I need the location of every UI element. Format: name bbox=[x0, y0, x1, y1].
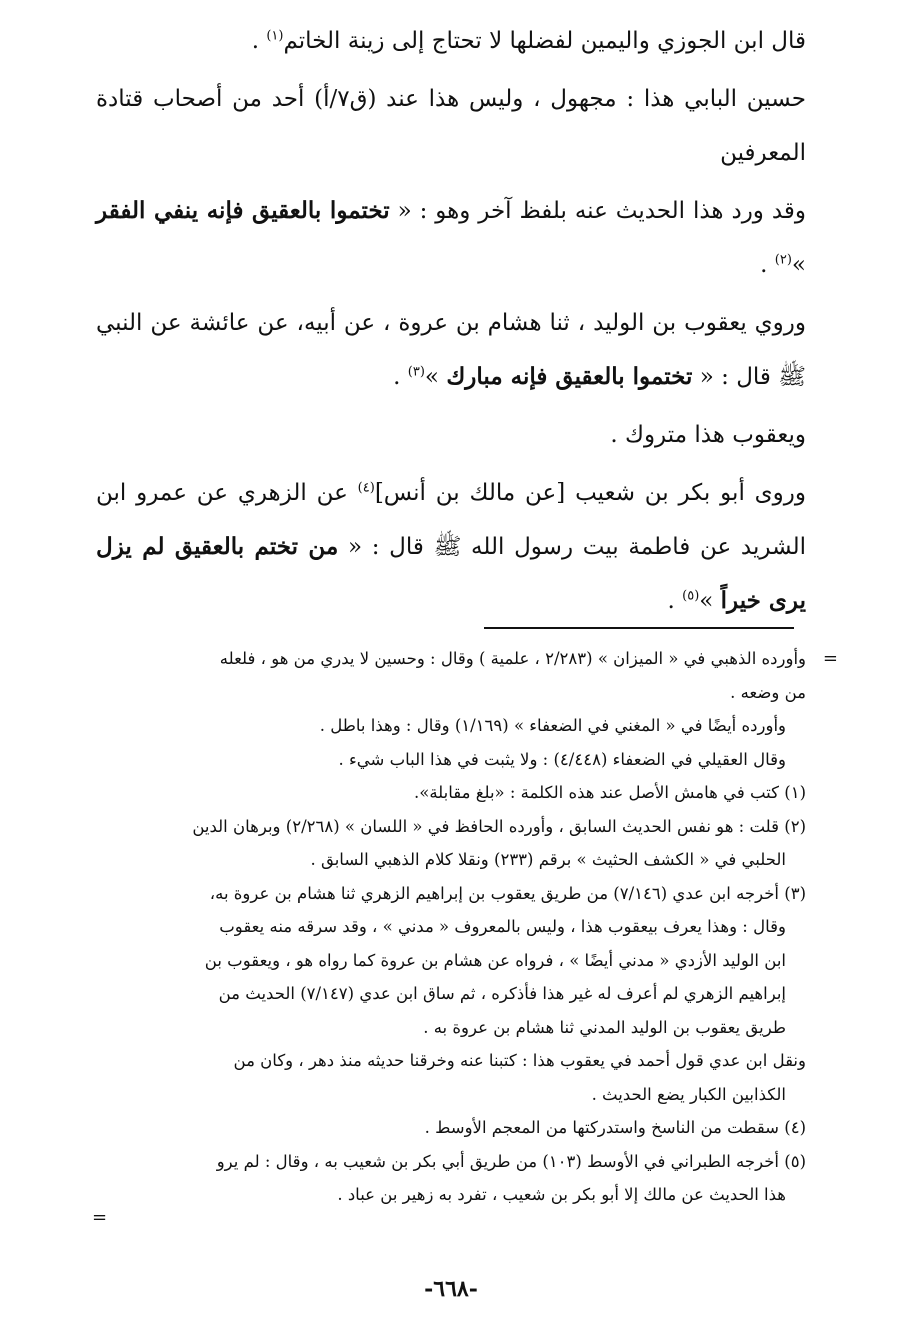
footnote-line: (٣) أخرجه ابن عدي (٧/١٤٦) من طريق يعقوب بن إبراهيم الزهري ثنا هشام بن عروة به، bbox=[209, 883, 806, 903]
footnote-ref: (٥) bbox=[682, 588, 700, 604]
continuation-mark-bottom: = bbox=[92, 1207, 108, 1228]
paragraph-text: وقد ورد هذا الحديث عنه بلفظ آخر وهو : « bbox=[389, 198, 806, 224]
paragraph-text: ويعقوب هذا متروك . bbox=[610, 422, 806, 448]
footnote-line: وقال : وهذا يعرف بيعقوب هذا ، وليس بالمعروف « مدني » ، وقد سرقه منه يعقوب bbox=[219, 917, 786, 936]
footnote-ref: (٢) bbox=[774, 252, 792, 268]
footnote-line: وأورده الذهبي في « الميزان » (٢/٢٨٣ ، علمية ) وقال : وحسين لا يدري من هو ، فلعله bbox=[219, 649, 806, 668]
footnote-line: ابن الوليد الأزدي « مدني أيضًا » ، فرواه عن هشام بن عروة كما رواه هو ، ويعقوب بن bbox=[204, 950, 786, 970]
hadith-text: من تختم بالعقيق لم يزل يرى خيراً bbox=[96, 533, 806, 614]
footnote-line: ونقل ابن عدي قول أحمد في يعقوب هذا : كتبنا عنه وخرقنا حديثه منذ دهر ، وكان من bbox=[233, 1051, 806, 1070]
paragraph-text: حسين البابي هذا : مجهول ، وليس هذا عند (ق٧/أ) أحد من أصحاب قتادة المعرفين bbox=[96, 86, 806, 166]
sentence-end: . bbox=[760, 252, 775, 278]
paragraph-2 bbox=[96, 72, 806, 180]
quote-close: » bbox=[791, 252, 806, 278]
footnote-line: الحلبي في « الكشف الحثيث » برقم (٢٣٣) ونقلا كلام الذهبي السابق . bbox=[310, 850, 786, 869]
footnote-line: وأورده أيضًا في « المغني في الضعفاء » (١/١٦٩) وقال : وهذا باطل . bbox=[319, 716, 786, 735]
quote-close: » bbox=[699, 588, 721, 614]
paragraph-3 bbox=[96, 184, 806, 292]
hadith-text: تختموا بالعقيق فإنه مبارك bbox=[446, 363, 693, 390]
footnote-ref: (٣) bbox=[407, 364, 425, 380]
paragraph-text: وروي يعقوب بن الوليد ، ثنا هشام بن عروة ، عن أبيه، عن عائشة عن النبي ﷺ قال : « bbox=[96, 310, 806, 390]
footnote-line: هذا الحديث عن مالك إلا أبو بكر بن شعيب ، تفرد به زهير بن عباد . bbox=[337, 1185, 786, 1204]
footnote-ref: (١) bbox=[266, 28, 284, 44]
sentence-end: . bbox=[667, 588, 683, 614]
paragraph-text: عن الزهري عن عمرو ابن الشريد عن فاطمة بيت رسول الله ﷺ قال : « bbox=[96, 480, 806, 560]
footnote-line: (٢) قلت : هو نفس الحديث السابق ، وأورده الحافظ في « اللسان » (٢/٢٦٨) وبرهان الدين bbox=[192, 816, 806, 836]
footnote-line: (١) كتب في هامش الأصل عند هذه الكلمة : «بلغ مقابلة». bbox=[414, 783, 806, 802]
paragraph-1 bbox=[96, 14, 806, 68]
sentence-end: . bbox=[393, 364, 408, 390]
footnote-line: إبراهيم الزهري لم أعرف له غير هذا فأذكره ، ثم ساق ابن عدي (٧/١٤٧) الحديث من bbox=[218, 984, 786, 1003]
paragraph-5 bbox=[96, 408, 806, 462]
footnote-line: وقال العقيلي في الضعفاء (٤/٤٤٨) : ولا يثبت في هذا الباب شيء . bbox=[338, 749, 786, 769]
hadith-text: تختموا بالعقيق فإنه ينفي الفقر bbox=[96, 197, 390, 224]
footnote-line: الكذابين الكبار يضع الحديث . bbox=[591, 1084, 786, 1104]
paragraph-text: وروى أبو بكر بن شعيب [عن مالك بن أنس] bbox=[374, 480, 806, 506]
footnote-line: (٥) أخرجه الطبراني في الأوسط (١٠٣) من طريق أبي بكر بن شعيب به ، وقال : لم يرو bbox=[216, 1151, 806, 1171]
footnote-line: (٤) سقطت من الناسخ واستدركتها من المعجم الأوسط . bbox=[424, 1118, 806, 1137]
footnote-line: طريق يعقوب بن الوليد المدني ثنا هشام بن عروة به . bbox=[423, 1017, 786, 1037]
footnote-separator bbox=[484, 627, 794, 629]
footnote-line: من وضعه . bbox=[730, 682, 806, 702]
quote-close: » bbox=[424, 364, 447, 390]
paragraph-text: قال ابن الجوزي واليمين لفضلها لا تحتاج إلى زينة الخاتم bbox=[283, 28, 806, 54]
sentence-end: . bbox=[251, 28, 267, 54]
footnotes bbox=[88, 642, 806, 1212]
main-text bbox=[96, 14, 806, 632]
paragraph-4 bbox=[96, 296, 806, 404]
page-number: -٦٦٨- bbox=[424, 1276, 478, 1302]
paragraph-6 bbox=[96, 466, 806, 628]
footnote-ref: (٤) bbox=[357, 480, 375, 496]
continuation-mark-top: = bbox=[822, 648, 838, 669]
